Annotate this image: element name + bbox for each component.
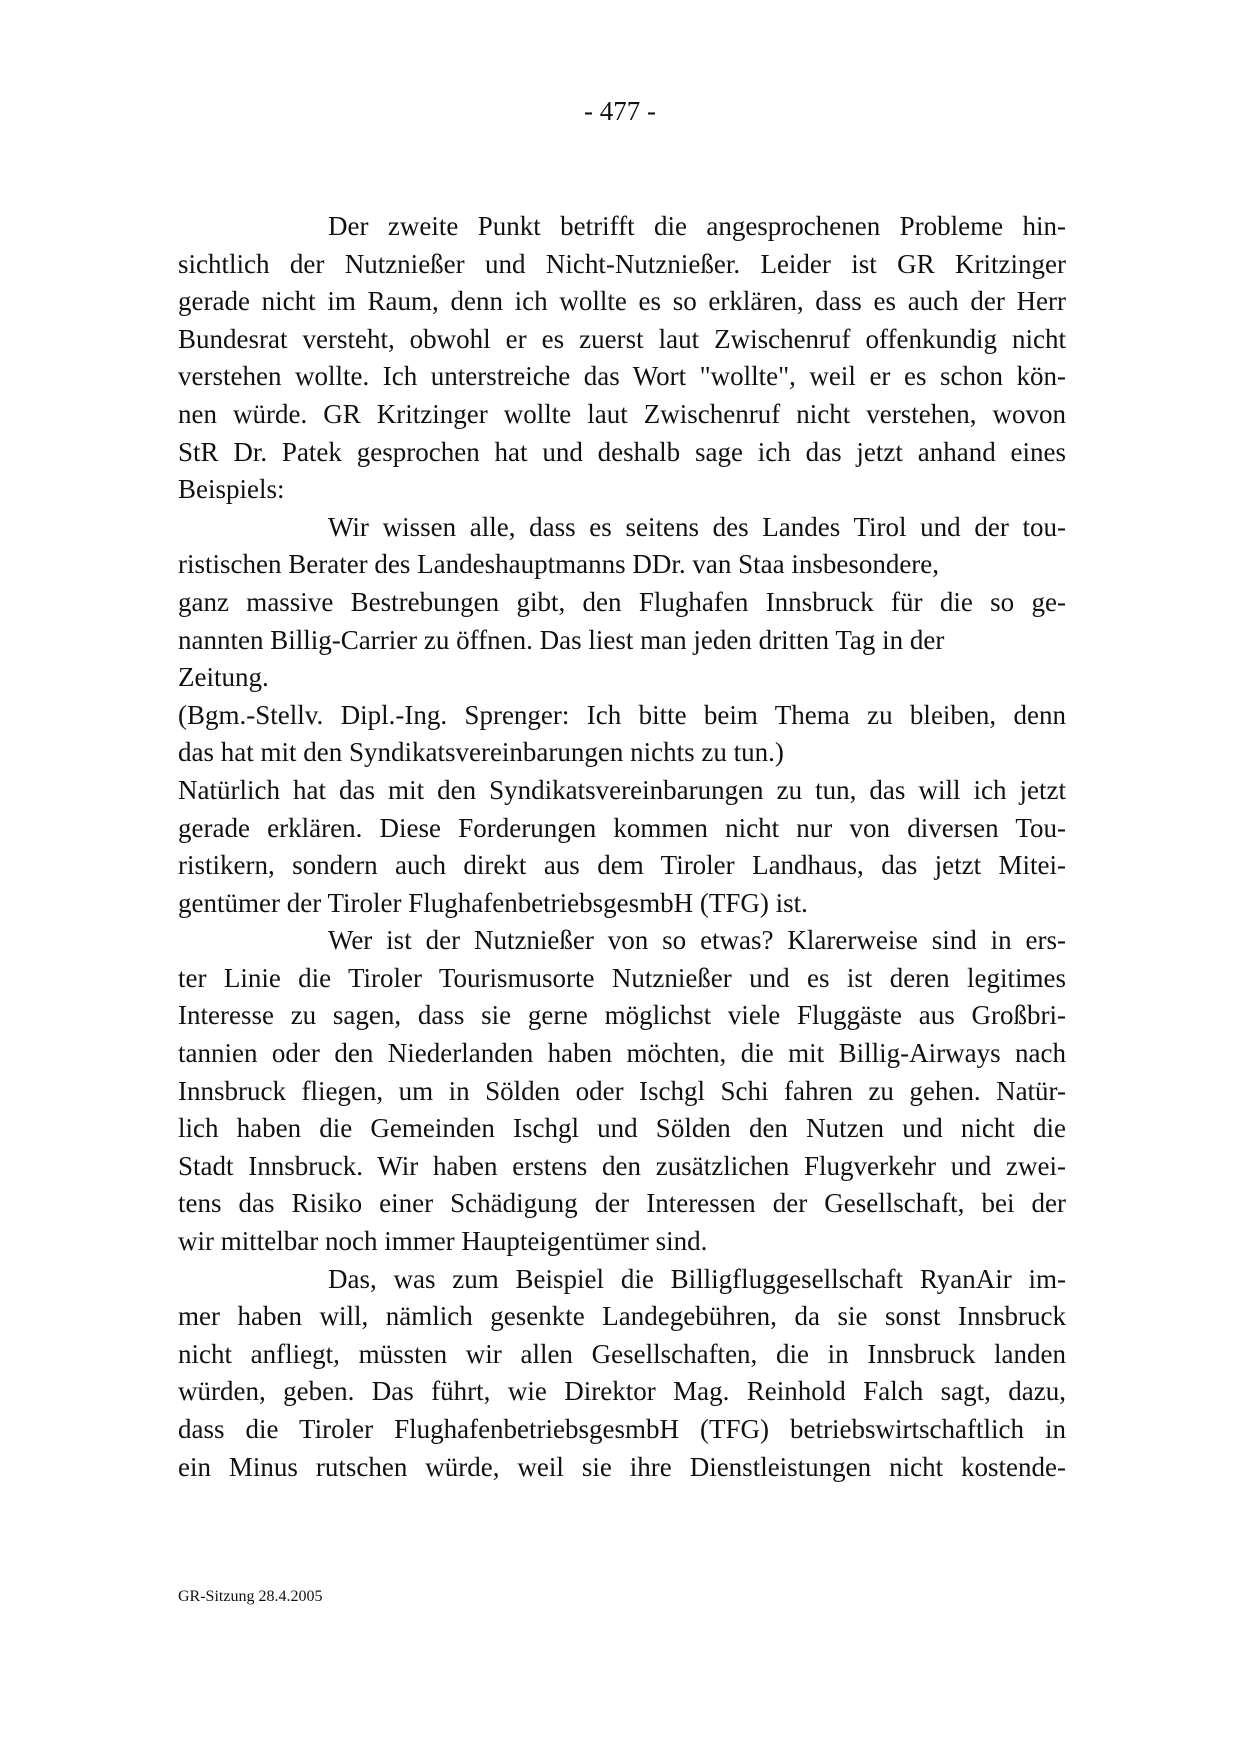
footer-session-date: GR-Sitzung 28.4.2005 [178,1588,323,1605]
text-line: ter Linie die Tiroler Tourismusorte Nutznießer und es ist deren legitimes [178,962,1066,993]
text-line: Natürlich hat das mit den Syndikatsvereinbarungen zu tun, das will ich jetzt [178,774,1066,805]
text-line: ristischen Berater des Landeshauptmanns DDr. van Staa insbesondere, [178,549,940,580]
text-line: ein Minus rutschen würde, weil sie ihre Dienstleistungen nicht kostende- [178,1451,1066,1482]
text-line: StR Dr. Patek gesprochen hat und deshalb sage ich das jetzt anhand eines [178,436,1066,467]
text-line: ganz massive Bestrebungen gibt, den Flughafen Innsbruck für die so ge- [178,586,1066,617]
text-line: würden, geben. Das führt, wie Direktor Mag. Reinhold Falch sagt, dazu, [178,1376,1066,1407]
text-line: nannten Billig-Carrier zu öffnen. Das liest man jeden dritten Tag in der [178,624,945,655]
text-line: Stadt Innsbruck. Wir haben erstens den zusätzlichen Flugverkehr und zwei- [178,1150,1066,1181]
text-line: Das, was zum Beispiel die Billigfluggesellschaft RyanAir im- [328,1263,1066,1294]
text-line: Beispiels: [178,474,285,505]
text-line: das hat mit den Syndikatsvereinbarungen nichts zu tun.) [178,737,784,768]
text-line: Zeitung. [178,662,269,693]
page-number: - 477 - [584,96,656,126]
text-line: gentümer der Tiroler FlughafenbetriebsgesmbH (TFG) ist. [178,887,808,918]
text-line: nicht anfliegt, müssten wir allen Gesellschaften, die in Innsbruck landen [178,1338,1066,1369]
paragraph [178,922,1066,1260]
text-line: dass die Tiroler FlughafenbetriebsgesmbH (TFG) betriebswirtschaftlich in [178,1414,1066,1444]
text-line: wir mittelbar noch immer Haupteigentümer sind. [178,1226,708,1257]
text-line: Innsbruck fliegen, um in Sölden oder Ischgl Schi fahren zu gehen. Natür- [178,1075,1066,1106]
text-line: ristikern, sondern auch direkt aus dem Tiroler Landhaus, das jetzt Mitei- [178,850,1066,881]
paragraph [178,208,1066,509]
text-line: gerade erklären. Diese Forderungen kommen nicht nur von diversen Tou- [178,812,1066,843]
text-line: sichtlich der Nutznießer und Nicht-Nutznießer. Leider ist GR Kritzinger [178,248,1066,279]
text-line: verstehen wollte. Ich unterstreiche das Wort "wollte", weil er es schon kön- [178,361,1066,392]
paragraph [178,697,1066,772]
text-line: tens das Risiko einer Schädigung der Interessen der Gesellschaft, bei der [178,1188,1066,1219]
text-line: Wir wissen alle, dass es seitens des Landes Tirol und der tou- [328,511,1066,542]
text-line: lich haben die Gemeinden Ischgl und Sölden den Nutzen und nicht die [178,1113,1066,1144]
text-line: Wer ist der Nutznießer von so etwas? Klarerweise sind in ers- [328,925,1066,956]
text-line: Der zweite Punkt betrifft die angesprochenen Probleme hin- [328,211,1066,241]
paragraph [178,509,1066,697]
text-line: Interesse zu sagen, dass sie gerne möglichst viele Fluggäste aus Großbri- [178,1000,1066,1031]
text-line: Bundesrat versteht, obwohl er es zuerst laut Zwischenruf offenkundig nicht [178,323,1066,354]
text-line: tannien oder den Niederlanden haben möchten, die mit Billig-Airways nach [178,1038,1066,1069]
text-line: (Bgm.-Stellv. Dipl.-Ing. Sprenger: Ich bitte beim Thema zu bleiben, denn [178,699,1066,730]
paragraph [178,772,1066,922]
text-line: mer haben will, nämlich gesenkte Landegebühren, da sie sonst Innsbruck [178,1301,1066,1332]
paragraph [178,1261,1066,1487]
document-body [178,208,1066,1486]
text-line: nen würde. GR Kritzinger wollte laut Zwischenruf nicht verstehen, wovon [178,398,1066,429]
text-line: gerade nicht im Raum, denn ich wollte es so erklären, dass es auch der Herr [178,286,1066,317]
